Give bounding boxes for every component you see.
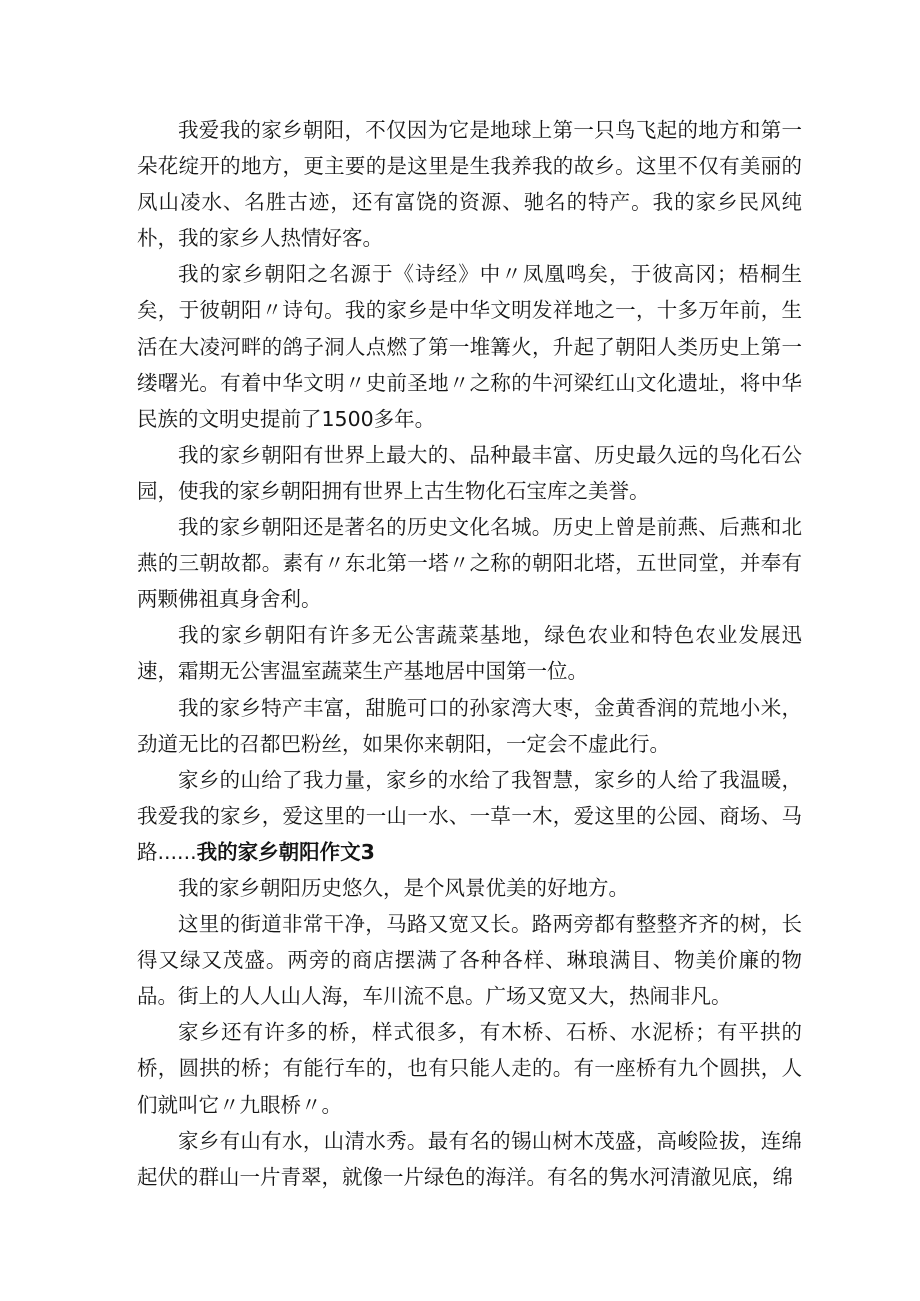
paragraph: 我的家乡朝阳有许多无公害蔬菜基地，绿色农业和特色农业发展迅速，霜期无公害温室蔬菜生产基地居中国第一位。 [137,623,802,684]
paragraph: 家乡有山有水，山清水秀。最有名的锡山树木茂盛，高峻险拔，连绵起伏的群山一片青翠，就像一片绿色的海洋。有名的隽水河清澈见底，绵 [137,1128,802,1189]
article-body [137,112,802,1195]
paragraph: 我的家乡特产丰富，甜脆可口的孙家湾大枣，金黄香润的荒地小米，劲道无比的召都巴粉丝，如果你来朝阳，一定会不虚此行。 [137,695,802,756]
paragraph: 我的家乡朝阳之名源于《诗经》中〃凤凰鸣矣，于彼高冈；梧桐生矣，于彼朝阳〃诗句。我的家乡是中华文明发祥地之一，十多万年前，生活在大凌河畔的鸽子洞人点燃了第一堆篝火，升起了朝阳人类历史上第一缕曙光。有着中华文明〃史前圣地〃之称的牛河梁红山文化遗址，将中华民族的文明史提前了1500多年。 [137,262,802,431]
paragraph: 我爱我的家乡朝阳，不仅因为它是地球上第一只鸟飞起的地方和第一朵花绽开的地方，更主要的是这里是生我养我的故乡。这里不仅有美丽的凤山凌水、名胜古迹，还有富饶的资源、驰名的特产。我的家乡民风纯朴，我的家乡人热情好客。 [137,118,802,251]
section-heading: 我的家乡朝阳作文3 [196,839,375,864]
paragraph: 我的家乡朝阳还是著名的历史文化名城。历史上曾是前燕、后燕和北燕的三朝故都。素有〃东北第一塔〃之称的朝阳北塔，五世同堂，并奉有两颗佛祖真身舍利。 [137,515,802,612]
paragraph: 我的家乡朝阳有世界上最大的、品种最丰富、历史最久远的鸟化石公园，使我的家乡朝阳拥有世界上古生物化石宝库之美誉。 [137,442,802,503]
paragraph: 家乡还有许多的桥，样式很多，有木桥、石桥、水泥桥；有平拱的桥，圆拱的桥；有能行车的，也有只能人走的。有一座桥有九个圆拱，人们就叫它〃九眼桥〃。 [137,1020,802,1117]
paragraph-text: 家乡的山给了我力量，家乡的水给了我智慧，家乡的人给了我温暖，我爱我的家乡，爱这里的一山一水、一草一木，爱这里的公园、商场、马路...... [137,767,802,864]
paragraph: 我的家乡朝阳历史悠久，是个风景优美的好地方。 [178,875,629,900]
paragraph: 这里的街道非常干净，马路又宽又长。路两旁都有整整齐齐的树，长得又绿又茂盛。两旁的商店摆满了各种各样、琳琅满目、物美价廉的物品。街上的人人山人海，车川流不息。广场又宽又大，热闹非凡。 [137,912,802,1009]
paragraph-with-heading [137,762,802,870]
